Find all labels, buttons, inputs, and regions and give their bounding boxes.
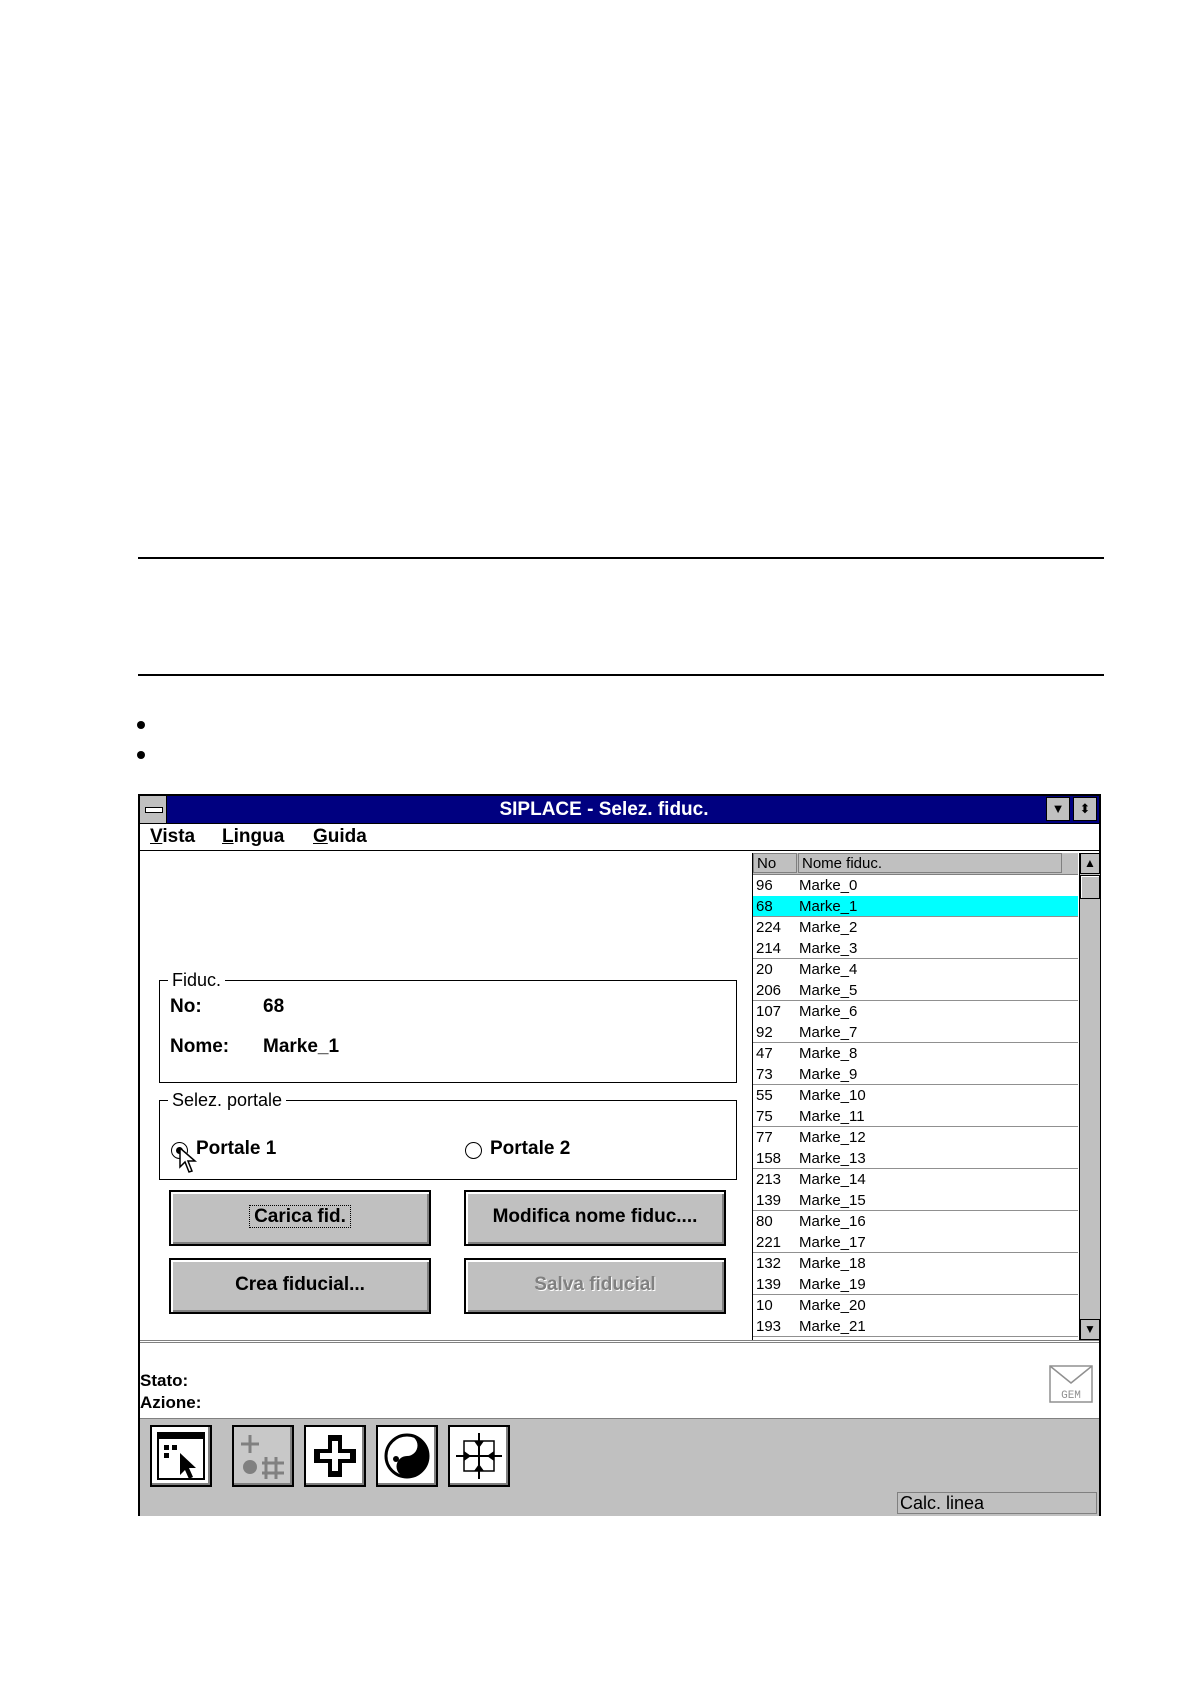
- list-item-no: 47: [756, 1045, 773, 1062]
- list-item-name: Marke_2: [799, 919, 858, 936]
- list-item-no: 92: [756, 1024, 773, 1041]
- minimize-button[interactable]: [1046, 797, 1070, 821]
- list-header: [753, 853, 1078, 875]
- portale-1-label[interactable]: Portale 1: [196, 1138, 277, 1159]
- list-item[interactable]: [753, 1085, 1078, 1106]
- menu-guida[interactable]: [313, 824, 367, 850]
- list-item[interactable]: [753, 917, 1078, 938]
- tool-align-arrows[interactable]: [448, 1425, 510, 1487]
- list-item[interactable]: [753, 938, 1078, 959]
- list-item-no: 107: [756, 1003, 782, 1020]
- place-grid-icon: [238, 1431, 288, 1481]
- system-menu-button[interactable]: [140, 796, 167, 823]
- window-title: SIPLACE - Selez. fiduc.: [499, 799, 709, 820]
- menu-bar: [140, 824, 1099, 851]
- bullet-point: [137, 751, 145, 759]
- list-item-name: Marke_20: [799, 1297, 866, 1314]
- list-item-no: 206: [756, 982, 782, 999]
- column-header-no[interactable]: No: [753, 853, 797, 873]
- list-item-name: Marke_8: [799, 1045, 858, 1062]
- fiduc-group: [159, 970, 737, 1083]
- list-item-name: Marke_13: [799, 1150, 866, 1167]
- menu-mnemonic: L: [222, 826, 234, 847]
- list-item-no: 139: [756, 1276, 782, 1293]
- list-item-no: 80: [756, 1213, 773, 1230]
- fiduc-no-value: 68: [263, 996, 285, 1017]
- list-item[interactable]: [753, 1022, 1078, 1043]
- mail-label: GEM: [1061, 1390, 1081, 1402]
- list-item-name: Marke_14: [799, 1171, 866, 1188]
- list-item-no: 214: [756, 940, 782, 957]
- list-item-name: Marke_1: [799, 898, 858, 915]
- save-fiducial-button[interactable]: [464, 1258, 726, 1314]
- stato-label: Stato:: [140, 1371, 189, 1390]
- list-item-no: 213: [756, 1171, 782, 1188]
- tool-yin-yang[interactable]: [376, 1425, 438, 1487]
- load-fiducial-label: Carica fid.: [249, 1205, 351, 1228]
- portal-group-legend: Selez. portale: [172, 1090, 283, 1110]
- status-bar: [140, 1490, 1099, 1516]
- list-item[interactable]: [753, 1106, 1078, 1127]
- list-item[interactable]: [753, 896, 1078, 917]
- list-item-name: Marke_10: [799, 1087, 866, 1104]
- list-item-name: Marke_6: [799, 1003, 858, 1020]
- bullet-point: [137, 721, 145, 729]
- list-item[interactable]: [753, 1274, 1078, 1295]
- system-menu-icon: [145, 807, 163, 813]
- fiduc-name-value: Marke_1: [263, 1036, 340, 1057]
- minimize-icon: ▼: [1051, 801, 1065, 816]
- list-item-name: Marke_21: [799, 1318, 866, 1335]
- list-item[interactable]: [753, 1190, 1078, 1211]
- list-item-no: 75: [756, 1108, 773, 1125]
- save-fiducial-label: Salva fiducial: [534, 1274, 656, 1295]
- fiduc-group-legend: Fiduc.: [172, 970, 222, 990]
- list-item-no: 77: [756, 1129, 773, 1146]
- menu-mnemonic: G: [313, 826, 328, 847]
- list-item-no: 10: [756, 1297, 773, 1314]
- scroll-up-arrow-icon[interactable]: ▲: [1080, 853, 1100, 874]
- list-item-name: Marke_18: [799, 1255, 866, 1272]
- column-header-name[interactable]: Nome fiduc.: [798, 853, 1062, 873]
- scroll-down-arrow-icon[interactable]: ▼: [1080, 1319, 1100, 1340]
- list-item[interactable]: [753, 1001, 1078, 1022]
- list-item[interactable]: [753, 1295, 1078, 1316]
- rename-fiducial-label: Modifica nome fiduc....: [492, 1206, 698, 1227]
- list-item-no: 73: [756, 1066, 773, 1083]
- rename-fiducial-button[interactable]: [464, 1190, 726, 1246]
- list-item[interactable]: [753, 1169, 1078, 1190]
- fiducial-list[interactable]: [752, 853, 1100, 1340]
- list-item-name: Marke_15: [799, 1192, 866, 1209]
- create-fiducial-button[interactable]: [169, 1258, 431, 1314]
- bottom-rule: [138, 674, 1104, 676]
- list-item-no: 193: [756, 1318, 782, 1335]
- menu-vista[interactable]: [150, 824, 195, 850]
- load-fiducial-button[interactable]: [169, 1190, 431, 1246]
- list-item-no: 55: [756, 1087, 773, 1104]
- status-bar-field: Calc. linea: [897, 1492, 1097, 1514]
- maximize-button[interactable]: [1073, 797, 1097, 821]
- tool-select-pointer[interactable]: [150, 1425, 212, 1487]
- status-area: [140, 1340, 1099, 1421]
- list-item-name: Marke_3: [799, 940, 858, 957]
- list-item-name: Marke_16: [799, 1213, 866, 1230]
- list-item[interactable]: [753, 1211, 1078, 1232]
- siplace-window: [138, 794, 1101, 1516]
- list-item-no: 132: [756, 1255, 782, 1272]
- list-item[interactable]: [753, 1253, 1078, 1274]
- list-rows: [753, 875, 1078, 1337]
- list-item-no: 96: [756, 877, 773, 894]
- menu-lingua[interactable]: [222, 824, 284, 850]
- portale-2-label[interactable]: Portale 2: [490, 1138, 571, 1159]
- list-item-name: Marke_4: [799, 961, 858, 978]
- list-item[interactable]: [753, 1148, 1078, 1169]
- list-item-name: Marke_12: [799, 1129, 866, 1146]
- list-item-name: Marke_0: [799, 877, 858, 894]
- list-item[interactable]: [753, 1127, 1078, 1148]
- list-item-no: 224: [756, 919, 782, 936]
- portal-group: [159, 1090, 737, 1180]
- list-item-name: Marke_17: [799, 1234, 866, 1251]
- list-item[interactable]: [753, 1316, 1078, 1337]
- list-scrollbar[interactable]: [1079, 853, 1100, 1340]
- list-item[interactable]: [753, 980, 1078, 1001]
- portale-2-radio[interactable]: [465, 1142, 482, 1159]
- list-item[interactable]: [753, 1064, 1078, 1085]
- list-item[interactable]: [753, 875, 1078, 896]
- menu-mnemonic: V: [150, 826, 163, 847]
- list-item-no: 221: [756, 1234, 782, 1251]
- list-item-name: Marke_7: [799, 1024, 858, 1041]
- menu-label: ingua: [233, 826, 285, 847]
- list-item[interactable]: [753, 1232, 1078, 1253]
- azione-label: Azione:: [140, 1393, 202, 1412]
- fiduc-no-label: No:: [170, 996, 202, 1017]
- restore-icon: ⬍: [1079, 801, 1091, 816]
- move-cross-icon: [310, 1431, 360, 1481]
- list-item-no: 68: [756, 898, 773, 915]
- menu-label: uida: [327, 826, 367, 847]
- tool-move-cross[interactable]: [304, 1425, 366, 1487]
- title-bar: [140, 796, 1099, 824]
- fiduc-name-label: Nome:: [170, 1036, 230, 1057]
- list-item-no: 139: [756, 1192, 782, 1209]
- list-item[interactable]: [753, 959, 1078, 980]
- toolbar: [140, 1418, 1099, 1492]
- create-fiducial-label: Crea fiducial...: [235, 1274, 365, 1295]
- list-item-name: Marke_19: [799, 1276, 866, 1293]
- list-item-name: Marke_5: [799, 982, 858, 999]
- select-pointer-icon: [156, 1431, 206, 1481]
- scroll-thumb[interactable]: [1080, 875, 1100, 899]
- align-arrows-icon: [454, 1431, 504, 1481]
- menu-label: ista: [162, 826, 196, 847]
- list-item-name: Marke_9: [799, 1066, 858, 1083]
- list-item[interactable]: [753, 1043, 1078, 1064]
- list-item-no: 158: [756, 1150, 782, 1167]
- list-item-no: 20: [756, 961, 773, 978]
- top-rule: [138, 557, 1104, 559]
- list-item-name: Marke_11: [799, 1108, 865, 1125]
- yin-yang-icon: [382, 1431, 432, 1481]
- mail-envelope-icon[interactable]: [1049, 1365, 1093, 1403]
- tool-place-grid[interactable]: [232, 1425, 294, 1487]
